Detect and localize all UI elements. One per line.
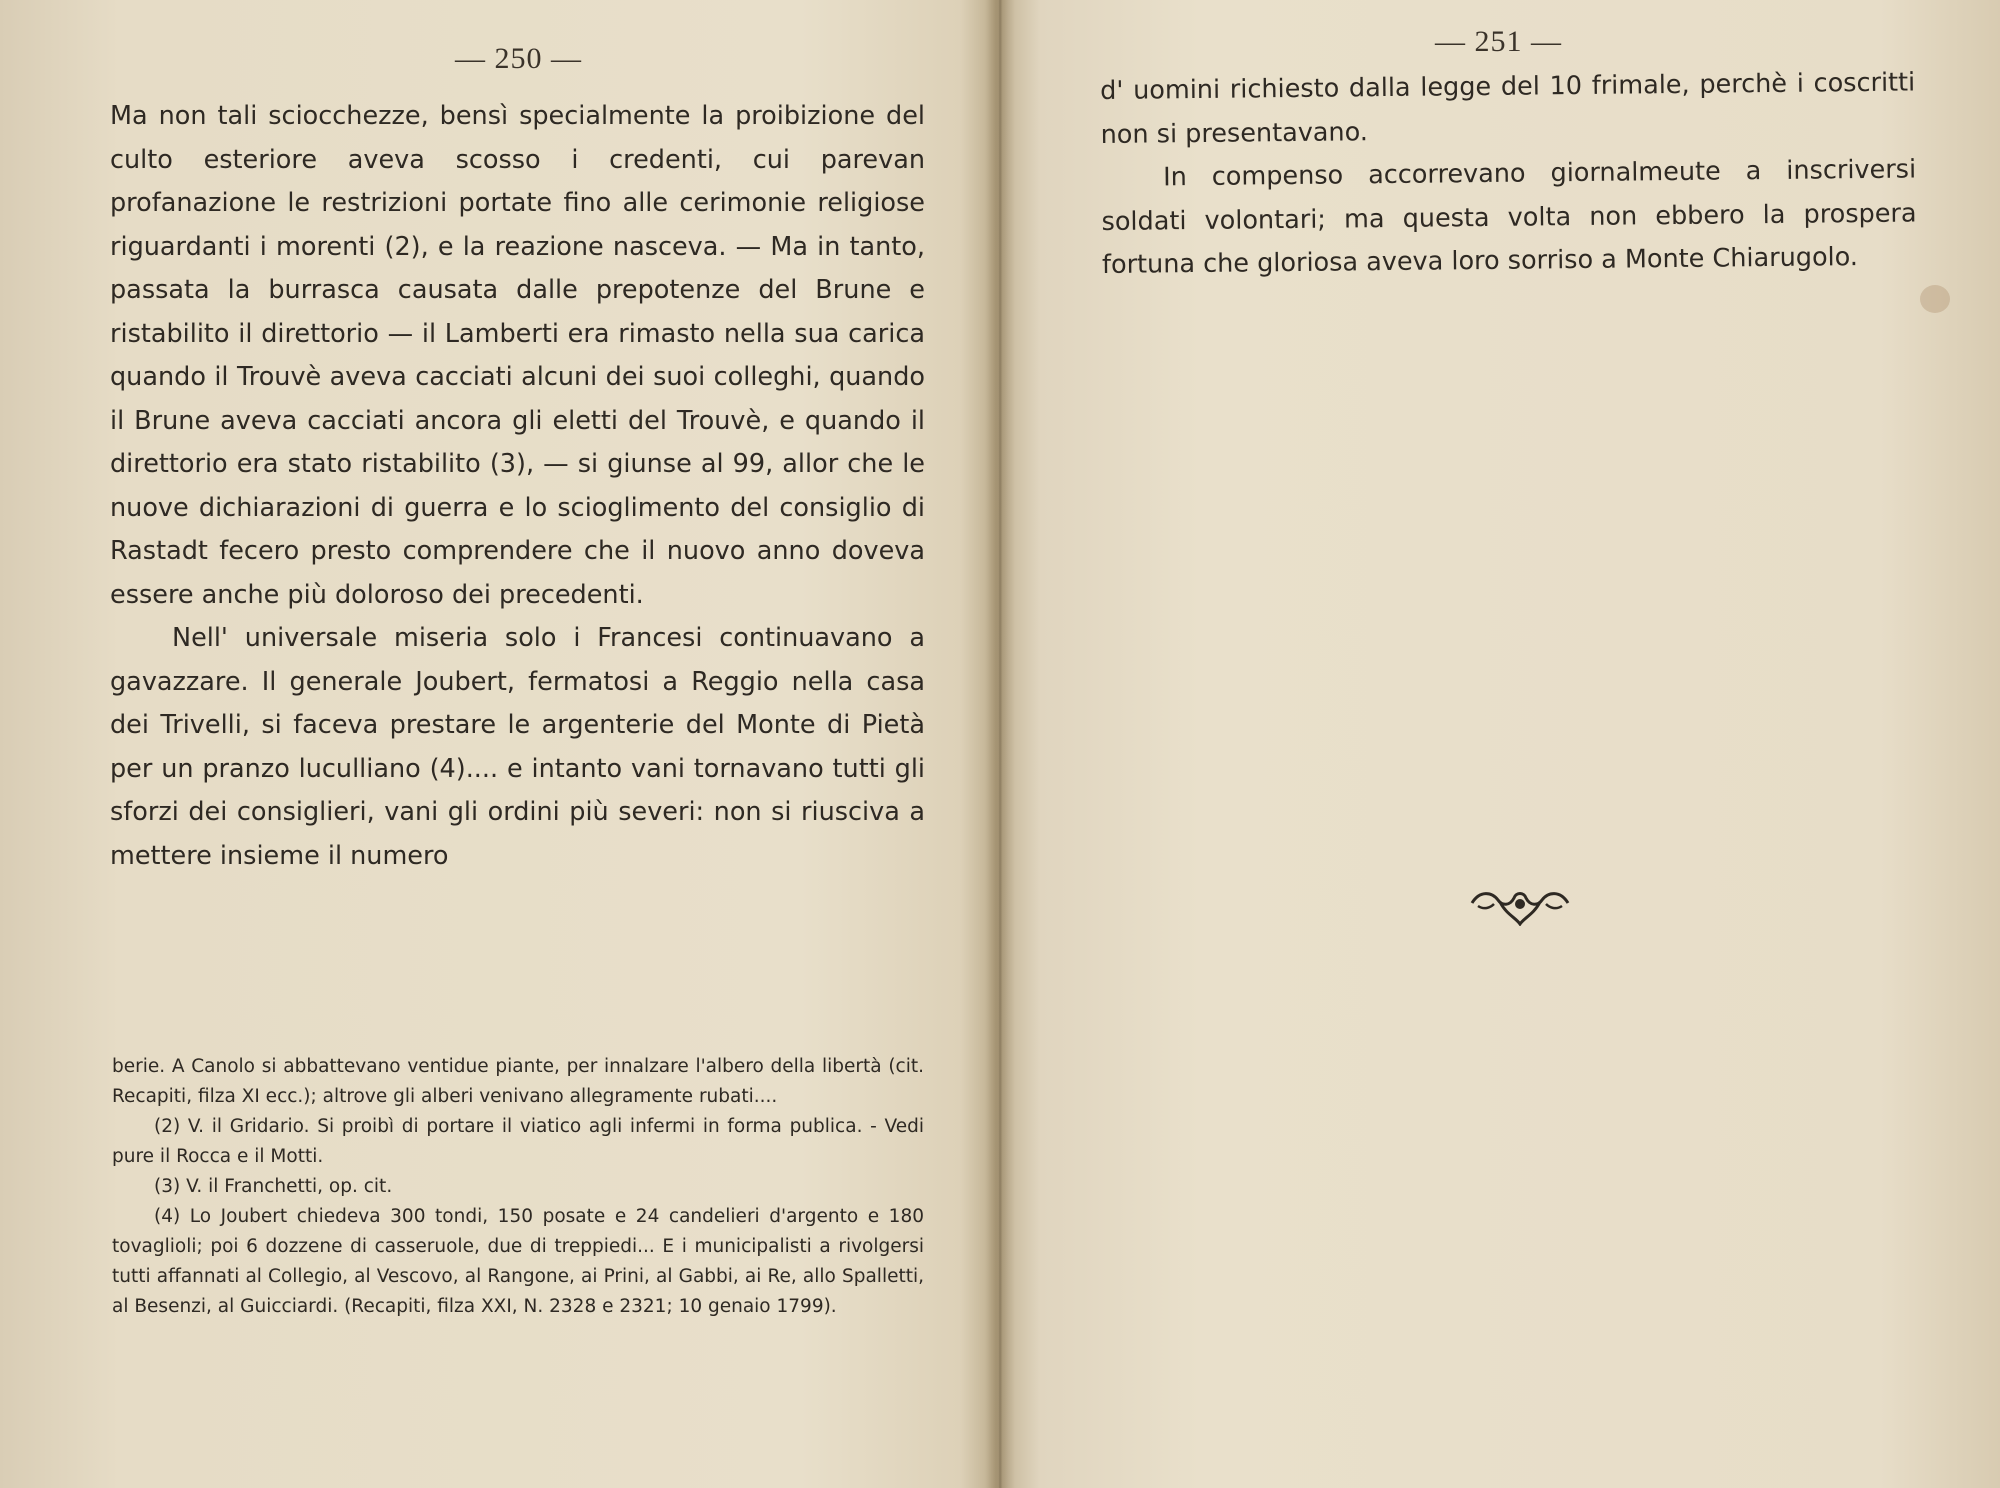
paragraph: Nell' universale miseria solo i Francesi continuavano a gavazzare. Il generale Joubert, fermatosi a Reggio nella casa dei Trivelli, si faceva prestare le argenterie del Monte di Pietà per un pranzo luculliano (4).... e intanto vani tornavano tutti gli sforzi dei consiglieri, vani gli ordini più severi: non si riusciva a mettere insieme il numero [110, 623, 925, 871]
end-ornament-icon [1470, 880, 1570, 926]
paragraph: d' uomini richiesto dalla legge del 10 frimale, perchè i coscritti non si presentavano. [1100, 67, 1916, 150]
footnote: (3) V. il Franchetti, op. cit. [154, 1176, 393, 1197]
paper-stain [1920, 285, 1950, 313]
page-number-251: — 251 — [1435, 25, 1562, 58]
paragraph: In compenso accorrevano giornalmeute a inscriversi soldati volontari; ma questa volta non ebbero la prospera fortuna che gloriosa aveva loro sorriso a Monte Chiarugolo. [1101, 154, 1917, 280]
left-page [0, 0, 995, 1488]
right-page-body [1100, 61, 1917, 287]
footnote: berie. A Canolo si abbattevano ventidue piante, per innalzare l'albero della libertà (cit. Recapiti, filza XI ecc.); altrove gli alberi venivano allegramente rubati.... [112, 1056, 924, 1107]
paragraph: Ma non tali sciocchezze, bensì specialmente la proibizione del culto esteriore aveva scosso i credenti, cui parevan profanazione le restrizioni portate fino alle cerimonie religiose riguardanti i morenti (2), e la reazione nasceva. — Ma in tanto, passata la burrasca causata dalle prepotenze del Brune e ristabilito il direttorio — il Lamberti era rimasto nella sua carica quando il Trouvè aveva cacciati alcuni dei suoi colleghi, quando il Brune aveva cacciati ancora gli eletti del Trouvè, e quando il direttorio era stato ristabilito (3), — si giunse al 99, allor che le nuove dichiarazioni di guerra e lo scioglimento del consiglio di Rastadt fecero presto comprendere che il nuovo anno doveva essere anche più doloroso dei precedenti. [110, 101, 925, 610]
footnote: (4) Lo Joubert chiedeva 300 tondi, 150 posate e 24 candelieri d'argento e 180 tovaglioli; poi 6 dozzene di casseruole, due di treppiedi... E i municipalisti a rivolgersi tutti affannati al Collegio, al Vescovo, al Rangone, ai Prini, al Gabbi, ai Re, allo Spalletti, al Besenzi, al Guicciardi. (Recapiti, filza XXI, N. 2328 e 2321; 10 genaio 1799). [112, 1206, 924, 1317]
left-page-body [110, 95, 925, 878]
page-number-250: — 250 — [455, 42, 582, 75]
footnotes [112, 1052, 924, 1322]
footnote: (2) V. il Gridario. Si proibì di portare il viatico agli infermi in forma publica. - Vedi pure il Rocca e il Motti. [112, 1116, 924, 1167]
